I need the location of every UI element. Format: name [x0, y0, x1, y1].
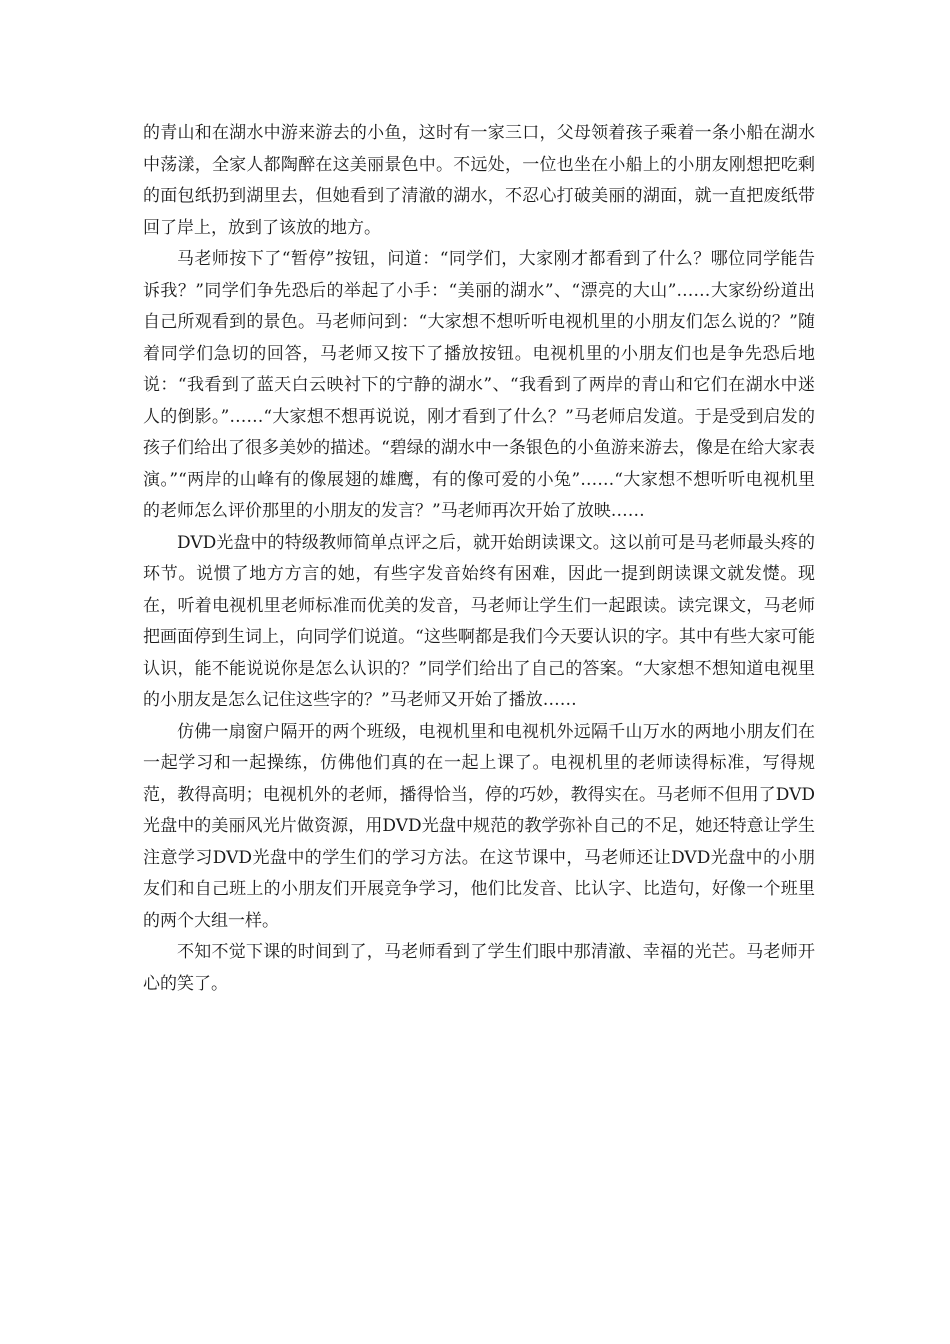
paragraph-continued: 的青山和在湖水中游来游去的小鱼，这时有一家三口，父母领着孩子乘着一条小船在湖水中荡漾，全家人都陶醉在这美丽景色中。不远处，一位也坐在小船上的小朋友刚想把吃剩的面包纸扔到湖里去，但她看到了清澈的湖水，不忍心打破美丽的湖面，就一直把废纸带回了岸上，放到了该放的地方。	[143, 123, 815, 238]
paragraph: 马老师按下了“暂停”按钮，问道：“同学们，大家刚才都看到了什么？哪位同学能告诉我？”同学们争先恐后的举起了小手：“美丽的湖水”、“漂亮的大山”……大家纷纷道出自己所观看到的景色。马老师问到：“大家想不想听听电视机里的小朋友们怎么说的？”随着同学们急切的回答，马老师又按下了播放按钮。电视机里的小朋友们也是争先恐后地说：“我看到了蓝天白云映衬下的宁静的湖水”、“我看到了两岸的青山和它们在湖水中迷人的倒影。”……“大家想不想再说说，刚才看到了什么？”马老师启发道。于是受到启发的孩子们给出了很多美妙的描述。“碧绿的湖水中一条银色的小鱼游来游去，像是在给大家表演。”“两岸的山峰有的像展翅的雄鹰，有的像可爱的小兔”……“大家想不想听听电视机里的老师怎么评价那里的小朋友的发言？”马老师再次开始了放映……	[143, 249, 815, 521]
paragraph: 不知不觉下课的时间到了，马老师看到了学生们眼中那清澈、幸福的光芒。马老师开心的笑了。	[143, 942, 815, 994]
document-body	[143, 118, 815, 1000]
paragraph: DVD光盘中的特级教师简单点评之后，就开始朗读课文。这以前可是马老师最头疼的环节。说惯了地方方言的她，有些字发音始终有困难，因此一提到朗读课文就发憷。现在，听着电视机里老师标准而优美的发音，马老师让学生们一起跟读。读完课文，马老师把画面停到生词上，向同学们说道。“这些啊都是我们今天要认识的字。其中有些大家可能认识，能不能说说你是怎么认识的？”同学们给出了自己的答案。“大家想不想知道电视里的小朋友是怎么记住这些字的？”马老师又开始了播放……	[143, 532, 815, 710]
paragraph: 仿佛一扇窗户隔开的两个班级，电视机里和电视机外远隔千山万水的两地小朋友们在一起学习和一起操练，仿佛他们真的在一起上课了。电视机里的老师读得标准，写得规范，教得高明；电视机外的老师，播得恰当，停的巧妙，教得实在。马老师不但用了DVD光盘中的美丽风光片做资源，用DVD光盘中规范的教学弥补自己的不足，她还特意让学生注意学习DVD光盘中的学生们的学习方法。在这节课中，马老师还让DVD光盘中的小朋友们和自己班上的小朋友们开展竞争学习，他们比发音、比认字、比造句，好像一个班里的两个大组一样。	[143, 721, 815, 931]
